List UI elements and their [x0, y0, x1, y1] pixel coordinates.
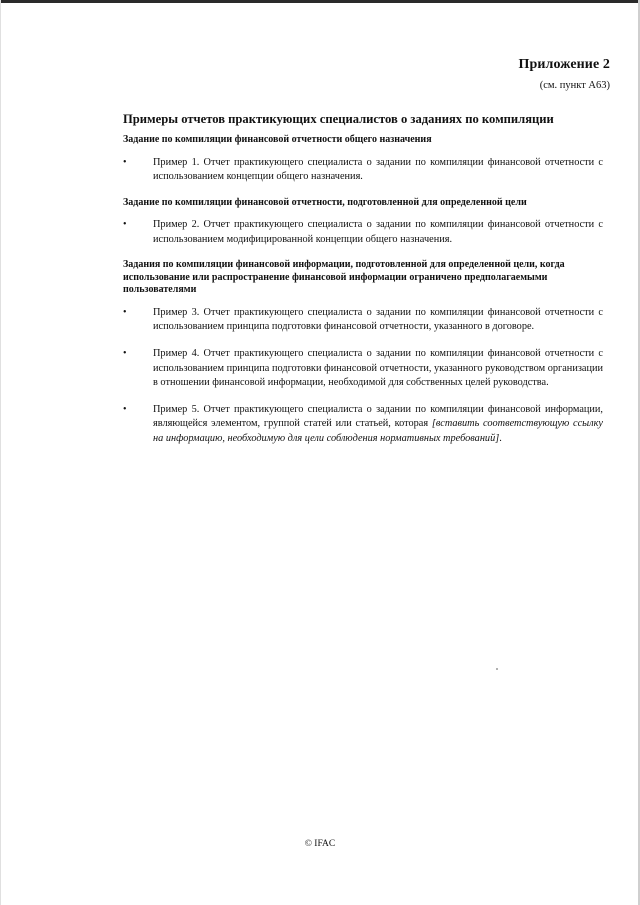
list-item — [123, 403, 603, 447]
list-item — [123, 347, 603, 391]
section-heading: Задания по компиляции финансовой информации, подготовленной для определенной цели, когда использование или распространение финансовой информации ограничено предполагаемыми пользователями — [123, 259, 565, 296]
appendix-title: Приложение 2 — [518, 57, 610, 72]
bullet-icon: • — [123, 156, 127, 168]
scan-border-left — [0, 0, 1, 905]
section-heading: Задание по компиляции финансовой отчетности, подготовленной для определенной цели — [123, 196, 527, 208]
bullet-icon: • — [123, 219, 127, 231]
example-list — [123, 306, 603, 447]
example-text-placeholder: [вставить соответствующую ссылку на информацию, необходимую для цели соблюдения нормативных требований] — [153, 418, 603, 445]
example-list — [123, 156, 603, 185]
example-text: Пример 1. Отчет практикующего специалиста о задании по компиляции финансовой отчетности с использованием концепции общего назначения. — [153, 156, 603, 183]
example-text: Пример 4. Отчет практикующего специалиста о задании по компиляции финансовой отчетности с использованием принципа подготовки финансовой отчетности, указанного руководством организации в отношении финансовой информации, необходимой для собственных целей руководства. — [153, 348, 603, 389]
example-text — [153, 403, 603, 447]
scan-border-top — [0, 0, 640, 3]
example-text: Пример 3. Отчет практикующего специалиста о задании по компиляции финансовой отчетности с использованием принципа подготовки финансовой отчетности, указанного в договоре. — [153, 306, 603, 333]
bullet-icon: • — [123, 306, 127, 318]
section-heading: Задание по компиляции финансовой отчетности общего назначения — [123, 134, 432, 145]
document-content — [123, 134, 603, 459]
example-text-tail: . — [499, 433, 502, 445]
bullet-icon: • — [123, 403, 127, 415]
list-item — [123, 156, 603, 185]
example-text-main: Пример 5. Отчет практикующего специалиста о задании по компиляции финансовой информации, являющейся элементом, группой статей или статьей, которая — [153, 403, 603, 430]
scan-speck — [496, 668, 498, 670]
appendix-reference: (см. пункт А63) — [539, 80, 610, 91]
example-list — [123, 218, 603, 247]
page-title: Примеры отчетов практикующих специалистов о заданиях по компиляции — [123, 112, 554, 126]
bullet-icon: • — [123, 348, 127, 360]
example-text: Пример 2. Отчет практикующего специалиста о задании по компиляции финансовой отчетности с использованием модифицированной концепции общего назначения. — [153, 219, 603, 245]
list-item — [123, 306, 603, 335]
list-item — [123, 218, 603, 247]
page-footer: © IFAC — [304, 839, 336, 849]
